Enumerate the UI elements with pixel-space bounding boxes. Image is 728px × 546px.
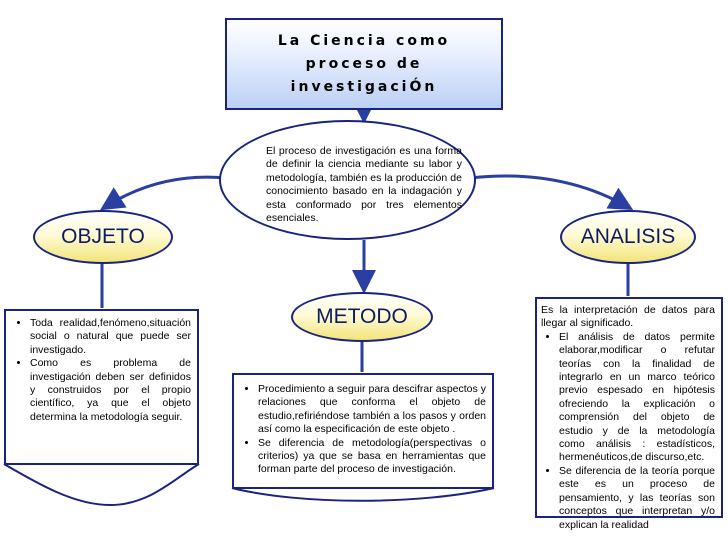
central-description: El proceso de investigación es una forma de definir la ciencia mediante su labor y metodología, también es la producción de conocimiento basado en la indagación y esta conformado por tres elementos esenciales.	[266, 145, 462, 225]
title-box	[225, 18, 503, 110]
diagram-title: La Ciencia como proceso de investigaciÓn	[277, 32, 451, 95]
analisis-list	[541, 331, 715, 532]
node-metodo-label: METODO	[316, 305, 408, 328]
list-item: • El análisis de datos permite elaborar,modificar o refutar teorías con la finalidad de integrarlo en un marco teórico previo espesado en hipótesis ofreciendo la explicación o comprensión del objeto de estudio y de la metodología como análisis : estadísticos, hermenéuticos,de discurso,etc.	[559, 331, 715, 465]
node-objeto-label: OBJETO	[61, 225, 145, 248]
arrow-center-to-analisis	[470, 176, 628, 207]
objeto-list	[12, 317, 191, 424]
list-item: • Toda realidad,fenómeno,situación social o natural que puede ser investigado.	[30, 317, 191, 357]
metodo-box-wave	[232, 488, 494, 501]
list-item: • Como es problema de investigación deben ser definidos y construidos por el propio científico, ya que el objeto determina la metodología seguir.	[30, 357, 191, 424]
objeto-description-box	[4, 309, 199, 465]
list-item: • Se diferencia de metodología(perspectivas o criterios) ya que se basa en herramientas que forman parte del proceso de investigación.	[258, 437, 486, 477]
node-analisis-label: ANALISIS	[580, 225, 676, 248]
node-analisis	[560, 210, 696, 264]
node-objeto	[33, 210, 173, 264]
metodo-list	[240, 383, 486, 477]
objeto-box-wave	[4, 464, 199, 505]
metodo-description-box	[232, 373, 494, 489]
arrow-center-to-objeto	[105, 177, 226, 207]
list-item: • Se diferencia de la teoría porque este es un proceso de pensamiento, y las teorías son conceptos que interpretan y/o explican la realidad	[559, 465, 715, 532]
list-item: • Procedimiento a seguir para descifrar aspectos y relaciones que conforma el objeto de estudio,refiriéndose también a los pasos y orden así como la especificación de este objeto .	[258, 383, 486, 437]
node-metodo	[291, 292, 433, 342]
analisis-description-box	[535, 297, 723, 531]
analisis-intro: Es la interpretación de datos para llegar al significado.	[541, 304, 715, 330]
